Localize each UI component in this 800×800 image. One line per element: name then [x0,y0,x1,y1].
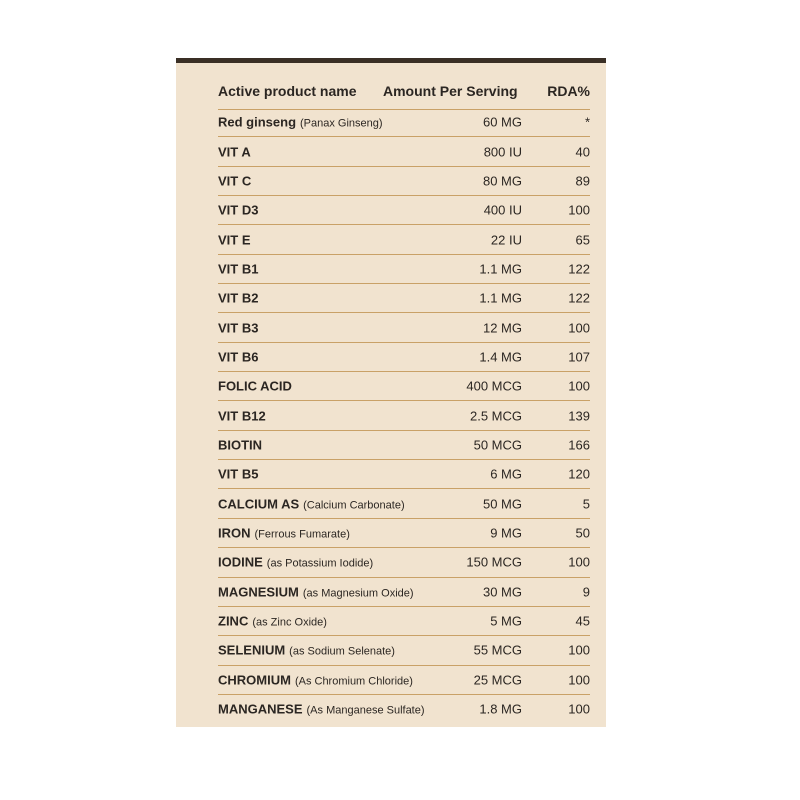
rda-percent-cell: 100 [568,378,590,394]
rda-percent-cell: 50 [575,525,590,541]
ingredient-name: CALCIUM AS [218,496,300,512]
amount-per-serving-cell: 1.1 MG [479,290,522,306]
table-row [218,488,590,517]
rda-percent-cell: 100 [568,202,590,218]
ingredient-name: IODINE [218,554,263,570]
amount-per-serving-cell: 9 MG [490,525,522,541]
rda-percent-cell: 100 [568,672,590,688]
header-rda-column: RDA% [547,83,590,99]
ingredient-name: VIT A [218,144,251,160]
ingredient-name-cell [218,437,262,452]
ingredient-source-note: (As Chromium Chloride) [294,675,413,688]
table-header [218,73,590,110]
rda-percent-cell: 45 [575,613,590,629]
ingredient-name: Red ginseng [218,114,297,130]
header-amount-column: Amount Per Serving [383,83,518,99]
ingredient-name-cell [218,203,258,218]
amount-per-serving-cell: 50 MCG [473,437,522,453]
ingredient-name: VIT B1 [218,261,259,277]
ingredient-source-note: (Calcium Carbonate) [303,499,405,512]
rda-percent-cell: 40 [575,144,590,160]
ingredient-name: VIT E [218,232,251,248]
amount-per-serving-cell: 1.4 MG [479,349,522,365]
rda-percent-cell: 5 [582,496,590,512]
ingredient-name-cell [218,643,395,658]
table-row [218,195,590,224]
amount-per-serving-cell: 50 MG [482,496,522,512]
ingredient-name-cell [218,349,258,364]
rda-percent-cell: 100 [568,701,590,717]
table-row [218,254,590,283]
rda-percent-cell: 9 [582,584,590,600]
amount-per-serving-cell: 22 IU [490,232,522,248]
table-row [218,136,590,165]
rda-percent-cell: 100 [568,642,590,658]
ingredient-name-cell [218,555,373,570]
rda-percent-cell: * [584,114,590,130]
rda-percent-cell: 89 [575,173,590,189]
ingredient-name-cell [218,144,251,159]
ingredient-name: VIT B6 [218,349,259,365]
ingredient-name-cell [218,379,292,394]
ingredient-name-cell [218,320,258,335]
amount-per-serving-cell: 60 MG [482,114,522,130]
ingredient-name-cell [218,232,251,247]
table-row [218,342,590,371]
rda-percent-cell: 100 [568,320,590,336]
amount-per-serving-cell: 5 MG [490,613,522,629]
ingredient-name: CHROMIUM [218,672,291,688]
ingredient-name: VIT D3 [218,202,259,218]
ingredient-name: FOLIC ACID [218,378,292,394]
rda-percent-cell: 122 [568,290,590,306]
rda-percent-cell: 100 [568,554,590,570]
amount-per-serving-cell: 150 MCG [466,554,522,570]
ingredient-source-note: (As Manganese Sulfate) [306,704,425,717]
ingredient-source-note: (Ferrous Fumarate) [254,528,350,541]
ingredient-source-note: (as Sodium Selenate) [289,645,395,658]
ingredient-name: MAGNESIUM [218,584,299,600]
table-row [218,577,590,606]
rda-percent-cell: 65 [575,232,590,248]
table-row [218,635,590,664]
ingredient-name-cell [218,173,251,188]
ingredient-name-cell [218,702,425,717]
table-row [218,371,590,400]
amount-per-serving-cell: 1.8 MG [479,701,522,717]
ingredient-name: VIT B12 [218,408,266,424]
ingredient-name: VIT B5 [218,466,259,482]
ingredient-name: MANGANESE [218,701,303,717]
table-row [218,400,590,429]
rda-percent-cell: 166 [568,437,590,453]
amount-per-serving-cell: 80 MG [482,173,522,189]
ingredient-name: VIT C [218,173,252,189]
table-row [218,283,590,312]
ingredient-name: IRON [218,525,251,541]
ingredient-name-cell [218,467,258,482]
ingredient-name-cell [218,114,383,129]
table-row [218,312,590,341]
amount-per-serving-cell: 800 IU [483,144,522,160]
table-row [218,107,590,136]
ingredient-source-note: (Panax Ginseng) [300,117,383,130]
table-row [218,606,590,635]
table-row [218,430,590,459]
amount-per-serving-cell: 55 MCG [473,642,522,658]
table-row [218,547,590,576]
ingredient-name-cell [218,291,258,306]
amount-per-serving-cell: 30 MG [482,584,522,600]
amount-per-serving-cell: 400 IU [483,202,522,218]
header-name-column: Active product name [218,83,357,99]
amount-per-serving-cell: 2.5 MCG [469,408,522,424]
ingredient-name-cell [218,614,327,629]
ingredient-name: VIT B2 [218,290,259,306]
table-row [218,518,590,547]
amount-per-serving-cell: 6 MG [490,466,522,482]
ingredient-table-body [218,107,590,723]
amount-per-serving-cell: 25 MCG [473,672,522,688]
ingredient-name-cell [218,672,413,687]
table-row [218,459,590,488]
ingredient-name: ZINC [218,613,249,629]
amount-per-serving-cell: 12 MG [482,320,522,336]
amount-per-serving-cell: 400 MCG [466,378,522,394]
ingredient-name-cell [218,496,405,511]
table-row [218,665,590,694]
ingredient-source-note: (as Zinc Oxide) [252,616,327,629]
rda-percent-cell: 107 [568,349,590,365]
rda-percent-cell: 139 [568,408,590,424]
ingredient-name-cell [218,584,414,599]
ingredient-source-note: (as Potassium Iodide) [266,557,374,570]
rda-percent-cell: 122 [568,261,590,277]
ingredient-source-note: (as Magnesium Oxide) [302,587,414,600]
ingredient-name-cell [218,408,266,423]
ingredient-name: BIOTIN [218,437,263,453]
table-row [218,224,590,253]
ingredient-name-cell [218,525,350,540]
ingredient-name: VIT B3 [218,320,259,336]
rda-percent-cell: 120 [568,466,590,482]
ingredient-name-cell [218,261,258,276]
table-row [218,694,590,723]
supplement-facts-card [176,63,606,727]
table-row [218,166,590,195]
ingredient-name: SELENIUM [218,642,286,658]
amount-per-serving-cell: 1.1 MG [479,261,522,277]
